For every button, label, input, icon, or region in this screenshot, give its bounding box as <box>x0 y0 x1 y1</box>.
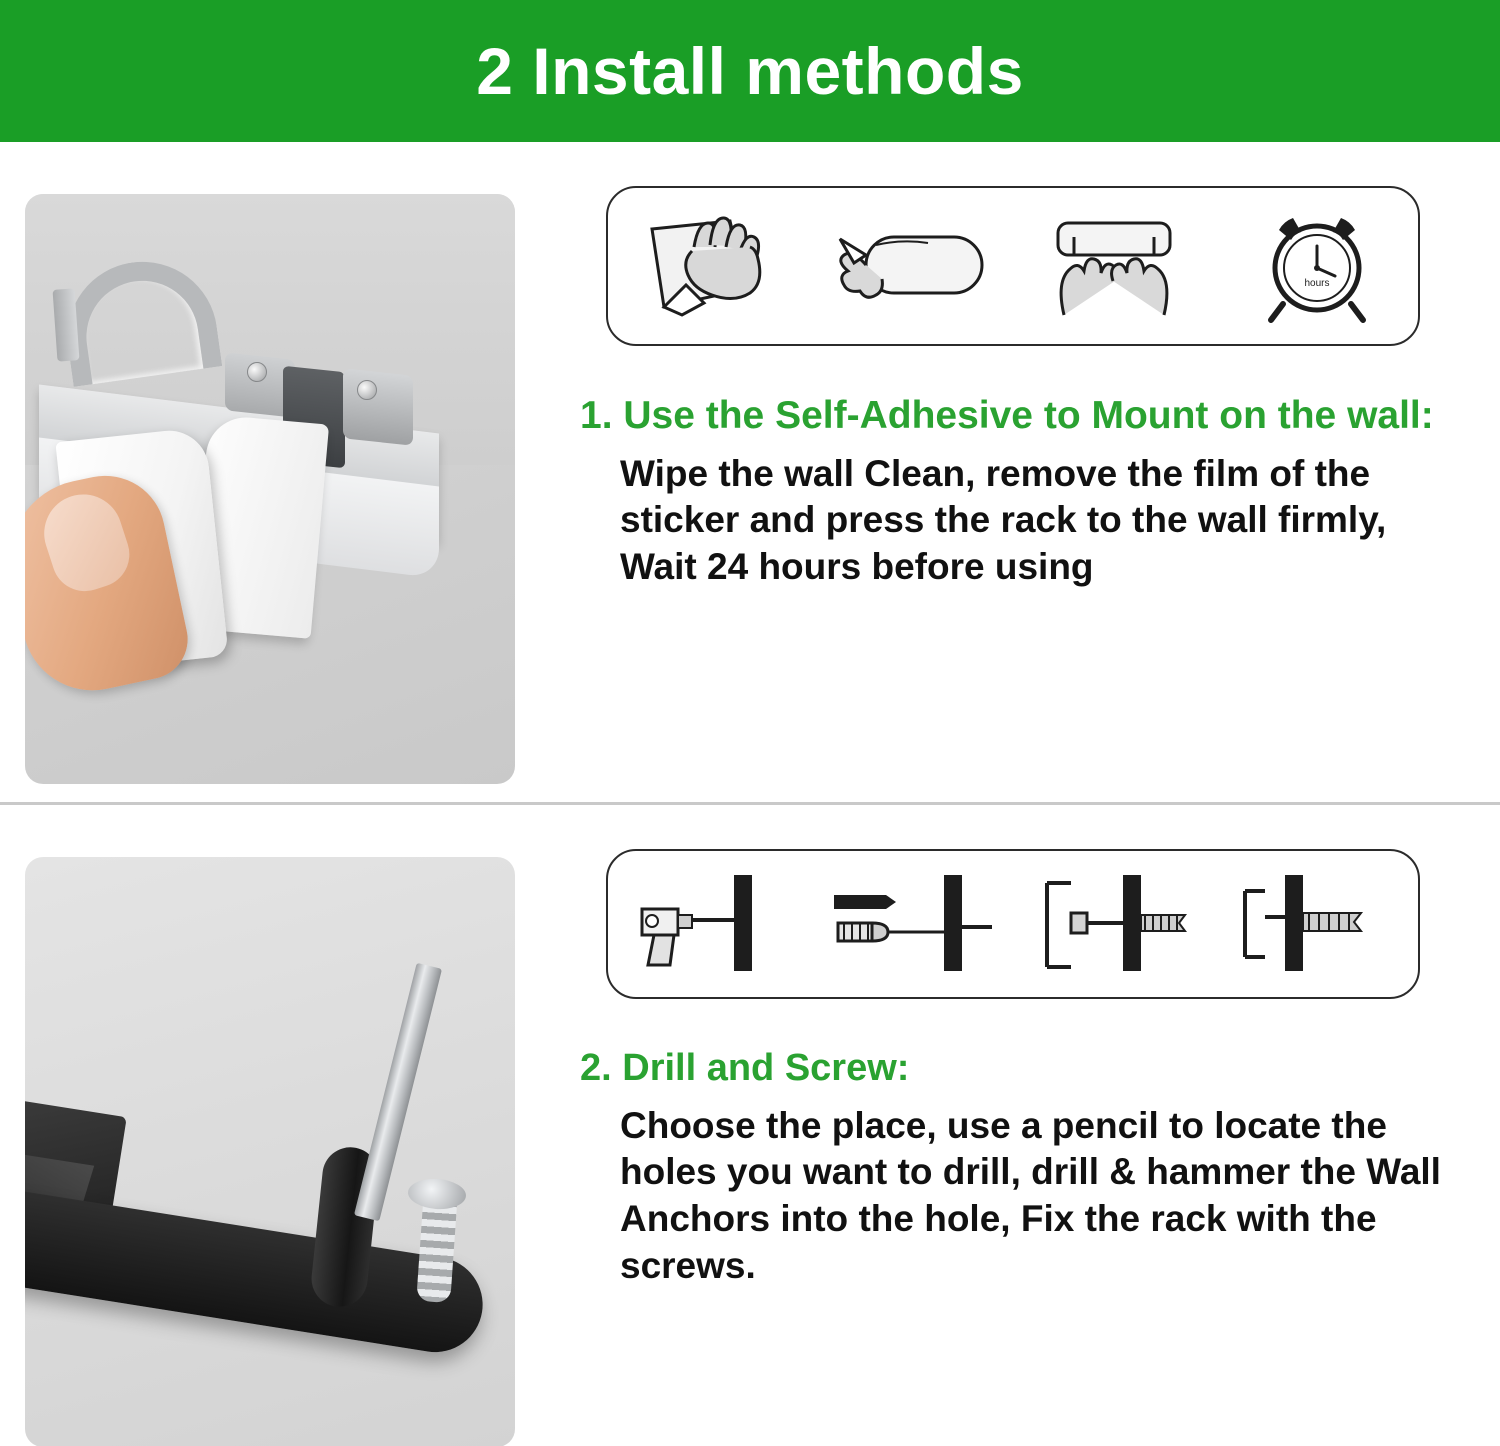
screw-in-icon <box>1024 859 1204 989</box>
rack-screw-2-shape <box>357 380 377 400</box>
wipe-cloth-icon <box>619 201 799 331</box>
peel-film-icon <box>822 201 1002 331</box>
section-self-adhesive <box>0 142 1500 802</box>
drill-icon <box>619 859 799 989</box>
svg-text:hours: hours <box>1304 278 1330 289</box>
photo-column-2 <box>0 805 540 1445</box>
icon-strip-self-adhesive <box>606 186 1420 346</box>
icon-strip-drill-and-screw <box>606 849 1420 999</box>
rack-mount-c-shape <box>343 368 413 445</box>
tighten-screw-icon <box>1227 859 1407 989</box>
page-header <box>0 0 1500 142</box>
step-2-body: Choose the place, use a pencil to locate the holes you want to drill, drill & hammer the Wall Anchors into the hole, Fix the rack with the screws. <box>620 1104 1441 1286</box>
press-hands-icon <box>1024 201 1204 331</box>
text-column-1 <box>540 142 1500 802</box>
page-title: 2 Install methods <box>476 34 1024 108</box>
photo-column-1 <box>0 142 540 802</box>
text-column-2 <box>540 805 1500 1445</box>
step-1-title: 1. Use the Self-Adhesive to Mount on the wall: <box>580 394 1434 437</box>
alarm-clock-icon <box>1227 201 1407 331</box>
photo-self-adhesive <box>25 194 515 784</box>
photo-drill-and-screw <box>25 857 515 1446</box>
step-2-title: 2. Drill and Screw: <box>580 1047 910 1089</box>
section-drill-and-screw <box>0 805 1500 1445</box>
insert-anchor-icon <box>822 859 1002 989</box>
screw-head-shape <box>407 1177 467 1211</box>
step-1-body: Wipe the wall Clean, remove the film of the sticker and press the rack to the wall firmly, Wait 24 hours before using <box>620 452 1387 588</box>
rack-screw-1-shape <box>247 362 267 382</box>
